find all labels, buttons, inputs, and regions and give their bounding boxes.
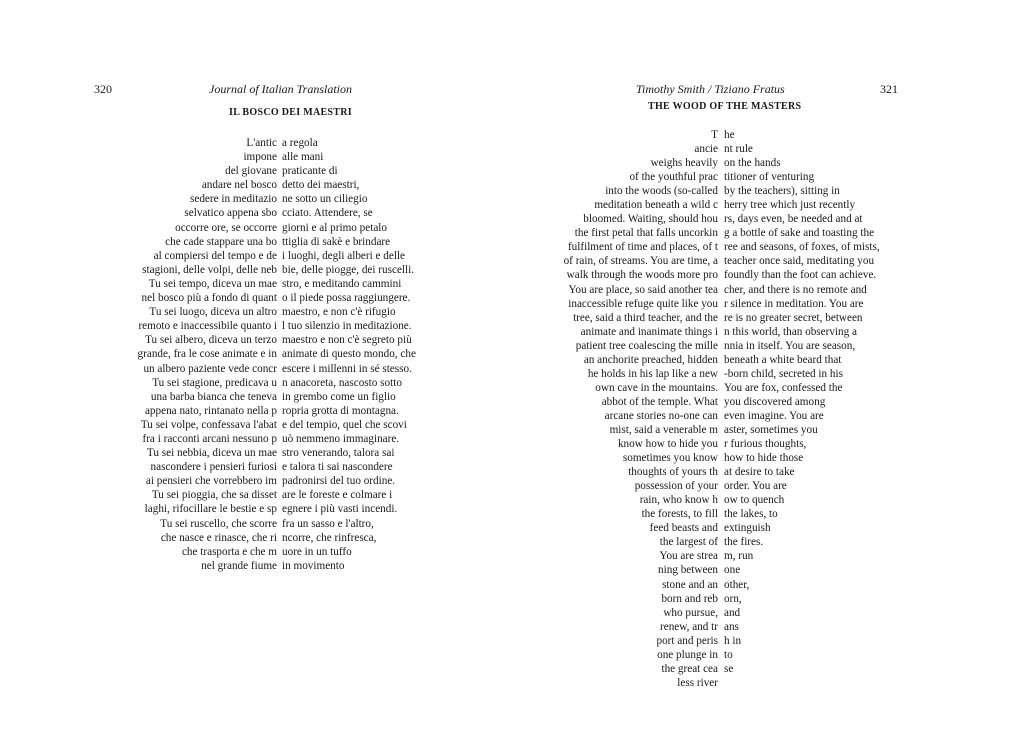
poem-line-right-part: cher, and there is no remote and: [724, 283, 867, 296]
poem-line-right-part: are le foreste e colmare i: [282, 489, 393, 502]
poem-line: [512, 437, 1024, 451]
poem-line: [0, 263, 512, 277]
poem-line: [512, 170, 1024, 184]
poem-line: [0, 319, 512, 333]
poem-line-left-part: feed beasts and: [649, 522, 718, 535]
poem-line-right-part: o il piede possa raggiungere.: [282, 292, 411, 305]
running-head: Timothy Smith / Tiziano Fratus: [636, 82, 785, 96]
poem-line-left-part: al compiersi del tempo e de: [153, 249, 277, 262]
poem-line-right-part: ans: [724, 620, 739, 633]
poem-line: [512, 465, 1024, 479]
poem-line: [512, 339, 1024, 353]
poem-line-left-part: he holds in his lap like a new: [587, 367, 718, 380]
poem-line: [0, 277, 512, 291]
poem-line: [0, 531, 512, 545]
poem-line: [512, 283, 1024, 297]
poem-line: [0, 150, 512, 164]
poem-line-right-part: other,: [724, 578, 750, 591]
poem-line-right-part: ncorre, che rinfresca,: [282, 531, 377, 544]
poem-line-left-part: sometimes you know: [622, 452, 718, 465]
poem-line-left-part: thoughts of yours th: [628, 466, 718, 479]
poem-body: [512, 128, 1024, 690]
poem-line: [512, 212, 1024, 226]
poem-line: [512, 311, 1024, 325]
poem-line-right-part: uore in un tuffo: [282, 545, 352, 558]
poem-line-right-part: e talora ti sai nascondere: [282, 461, 393, 474]
poem-line-left-part: un albero paziente vede concr: [143, 362, 277, 375]
poem-line-left-part: Tu sei volpe, confessava l'abat: [140, 418, 277, 431]
poem-line-right-part: uò nemmeno immaginare.: [282, 432, 400, 445]
poem-line-left-part: of rain, of streams. You are time, a: [563, 255, 718, 268]
poem-line: [512, 479, 1024, 493]
poem-line-left-part: who pursue,: [663, 606, 718, 619]
poem-line-right-part: to: [724, 648, 733, 661]
poem-line-right-part: ne sotto un ciliegio: [282, 193, 368, 206]
poem-line-right-part: praticante di: [282, 165, 338, 178]
poem-line-right-part: even imagine. You are: [724, 409, 824, 422]
poem-line: [512, 521, 1024, 535]
poem-line-right-part: n anacoreta, nascosto sotto: [282, 376, 402, 389]
poem-line: [0, 206, 512, 220]
poem-line-right-part: alle mani: [282, 151, 324, 164]
poem-line-left-part: fra i racconti arcani nessuno p: [142, 432, 277, 445]
poem-line-left-part: arcane stories no-one can: [604, 409, 718, 422]
poem-line: [512, 648, 1024, 662]
poem-line: [512, 254, 1024, 268]
poem-line-left-part: sedere in meditazio: [190, 193, 277, 206]
poem-line-left-part: possession of your: [634, 480, 718, 493]
poem-line-left-part: port and peris: [656, 634, 718, 647]
poem-line-left-part: ancie: [694, 143, 718, 156]
poem-line-right-part: one: [724, 564, 741, 577]
poem-line-right-part: ropria grotta di montagna.: [282, 404, 399, 417]
poem-line-right-part: m, run: [724, 550, 754, 563]
poem-line-left-part: the first petal that falls uncorkin: [574, 227, 718, 240]
page-number: 320: [94, 82, 112, 96]
poem-line-right-part: teacher once said, meditating you: [724, 255, 875, 268]
poem-line-right-part: maestro, e non c'è rifugio: [282, 306, 396, 319]
poem-line: [512, 578, 1024, 592]
poem-line: [512, 395, 1024, 409]
poem-line-right-part: egnere i più vasti incendi.: [282, 503, 398, 516]
poem-line-right-part: cciato. Attendere, se: [282, 207, 373, 220]
poem-line-right-part: -born child, secreted in his: [724, 367, 843, 380]
poem-line-right-part: h in: [724, 634, 742, 647]
poem-line-right-part: r silence in meditation. You are: [724, 297, 864, 310]
poem-line-left-part: own cave in the mountains.: [595, 381, 718, 394]
poem-line-left-part: che cade stappare una bo: [165, 235, 277, 248]
poem-line-right-part: stro venerando, talora sai: [282, 447, 395, 460]
poem-line-left-part: Tu sei ruscello, che scorre: [160, 517, 277, 530]
poem-line: [512, 381, 1024, 395]
poem-line-right-part: aster, sometimes you: [724, 423, 818, 436]
poem-line-left-part: walk through the woods more pro: [566, 269, 718, 282]
poem-line: [0, 502, 512, 516]
poem-line-right-part: the lakes, to: [724, 508, 778, 521]
poem-line-left-part: rain, who know h: [639, 494, 718, 507]
poem-line-right-part: order. You are: [724, 480, 787, 493]
poem-line: [0, 545, 512, 559]
poem-line-left-part: an anchorite preached, hidden: [583, 353, 718, 366]
poem-line-left-part: You are place, so said another tea: [568, 283, 718, 296]
poem-line: [512, 353, 1024, 367]
poem-line: [0, 460, 512, 474]
poem-line: [512, 325, 1024, 339]
poem-line-right-part: detto dei maestri,: [282, 179, 360, 192]
poem-line: [0, 235, 512, 249]
poem-title: THE WOOD OF THE MASTERS: [648, 101, 802, 112]
poem-line: [512, 606, 1024, 620]
poem-line-right-part: ttiglia di sakè e brindare: [282, 235, 391, 248]
poem-line-left-part: Tu sei luogo, diceva un altro: [149, 306, 277, 319]
poem-line: [0, 249, 512, 263]
poem-line-left-part: renew, and tr: [660, 620, 718, 633]
poem-line-left-part: una barba bianca che teneva: [150, 390, 277, 403]
poem-line-right-part: beneath a white beard that: [724, 353, 842, 366]
poem-line-right-part: g a bottle of sake and toasting the: [724, 227, 875, 240]
poem-line-left-part: animate and inanimate things i: [580, 325, 718, 338]
poem-line: [0, 362, 512, 376]
poem-line-left-part: ning between: [658, 564, 718, 577]
poem-line-left-part: inaccessible refuge quite like you: [568, 297, 718, 310]
poem-line: [512, 409, 1024, 423]
poem-line-left-part: tree, said a third teacher, and the: [573, 311, 718, 324]
poem-line: [0, 559, 512, 573]
poem-title: IL BOSCO DEI MAESTRI: [229, 107, 352, 118]
poem-line-left-part: You are strea: [659, 550, 718, 563]
poem-line: [512, 592, 1024, 606]
poem-line-left-part: L'antic: [246, 137, 277, 149]
poem-line-right-part: on the hands: [724, 157, 781, 170]
poem-line: [512, 563, 1024, 577]
poem-line: [0, 164, 512, 178]
poem-line: [512, 507, 1024, 521]
poem-line-left-part: meditation beneath a wild c: [594, 199, 718, 212]
poem-line-right-part: at desire to take: [724, 466, 795, 479]
poem-line-left-part: ai pensieri che vorrebbero im: [145, 475, 277, 488]
poem-line: [512, 240, 1024, 254]
poem-line-left-part: T: [711, 129, 718, 141]
poem-line-right-part: i luoghi, degli alberi e delle: [282, 249, 406, 262]
poem-line-right-part: rs, days even, be needed and at: [724, 213, 863, 226]
poem-line-left-part: che nasce e rinasce, che ri: [160, 531, 277, 544]
poem-line: [512, 297, 1024, 311]
poem-line: [512, 662, 1024, 676]
poem-line-right-part: fra un sasso e l'altro,: [282, 517, 374, 530]
poem-line-right-part: foundly than the foot can achieve.: [724, 269, 877, 282]
poem-line: [512, 620, 1024, 634]
poem-line-left-part: Tu sei tempo, diceva un mae: [148, 277, 277, 290]
poem-line-left-part: know how to hide you: [617, 438, 718, 451]
poem-line-left-part: occorre ore, se occorre: [175, 221, 277, 234]
poem-line-right-part: animate di questo mondo, che: [282, 348, 416, 361]
poem-line-left-part: into the woods (so-called: [605, 185, 718, 198]
right-page: [512, 0, 1024, 753]
poem-line-left-part: patient tree coalescing the mille: [575, 339, 718, 352]
running-head: Journal of Italian Translation: [209, 82, 353, 96]
poem-line-left-part: one plunge in: [657, 648, 718, 661]
poem-line-right-part: in grembo come un figlio: [282, 390, 396, 403]
poem-line-left-part: grande, fra le cose animate e in: [137, 348, 277, 361]
poem-line: [0, 333, 512, 347]
poem-line-left-part: Tu sei albero, diceva un terzo: [145, 334, 277, 347]
poem-line: [0, 517, 512, 531]
poem-line: [0, 305, 512, 319]
poem-line-right-part: l tuo silenzio in meditazione.: [282, 320, 412, 333]
poem-line: [0, 474, 512, 488]
poem-line: [512, 184, 1024, 198]
poem-line-left-part: selvatico appena sbo: [184, 207, 277, 220]
poem-line-right-part: nt rule: [724, 143, 753, 156]
poem-line: [512, 549, 1024, 563]
poem-line-right-part: re is no greater secret, between: [724, 311, 863, 324]
poem-line-right-part: he: [724, 129, 735, 141]
poem-line: [0, 192, 512, 206]
poem-line: [0, 404, 512, 418]
poem-line-left-part: bloomed. Waiting, should hou: [583, 213, 718, 226]
poem-line: [0, 418, 512, 432]
poem-line: [512, 268, 1024, 282]
poem-line-left-part: mist, said a venerable m: [609, 423, 718, 436]
poem-line-left-part: appena nato, rintanato nella p: [144, 404, 277, 417]
poem-line: [512, 535, 1024, 549]
poem-line-left-part: the forests, to fill: [641, 508, 718, 521]
poem-line: [0, 136, 512, 150]
poem-line-right-part: in movimento: [282, 559, 345, 572]
poem-line-left-part: abbot of the temple. What: [601, 395, 718, 408]
poem-line-left-part: fulfilment of time and places, of t: [567, 241, 718, 254]
poem-line: [512, 634, 1024, 648]
poem-line: [512, 128, 1024, 142]
poem-line: [0, 347, 512, 361]
poem-line-left-part: remoto e inaccessibile quanto i: [138, 320, 277, 333]
poem-line-left-part: weighs heavily: [650, 157, 718, 170]
poem-line-right-part: by the teachers), sitting in: [724, 185, 840, 198]
poem-line-left-part: less river: [677, 676, 718, 689]
poem-line-right-part: the fires.: [724, 536, 764, 549]
poem-line-left-part: born and reb: [661, 592, 718, 605]
poem-line-right-part: padronirsi del tuo ordine.: [282, 475, 396, 488]
poem-line: [0, 446, 512, 460]
poem-line-left-part: andare nel bosco: [201, 179, 277, 192]
poem-line-right-part: herry tree which just recently: [724, 199, 856, 212]
poem-line-left-part: Tu sei stagione, predicava u: [152, 376, 277, 389]
poem-line-left-part: nel grande fiume: [201, 559, 277, 572]
poem-line: [512, 367, 1024, 381]
poem-line-right-part: r furious thoughts,: [724, 438, 807, 451]
poem-line-right-part: se: [724, 662, 734, 675]
poem-line-left-part: del giovane: [225, 165, 277, 178]
poem-line: [0, 376, 512, 390]
poem-line-right-part: maestro e non c'è segreto più: [282, 334, 412, 347]
poem-line-left-part: stone and an: [662, 578, 718, 591]
poem-line-right-part: ow to quench: [724, 494, 785, 507]
poem-line-left-part: impone: [243, 151, 277, 164]
poem-line-left-part: laghi, rifocillare le bestie e sp: [144, 503, 277, 516]
poem-line: [0, 291, 512, 305]
poem-body: [0, 136, 512, 573]
page-number: 321: [880, 82, 898, 96]
poem-line-right-part: a regola: [282, 137, 318, 149]
poem-line-right-part: how to hide those: [724, 452, 804, 465]
poem-line-right-part: giorni e al primo petalo: [282, 221, 388, 234]
poem-line: [0, 221, 512, 235]
poem-line: [0, 390, 512, 404]
poem-line: [512, 451, 1024, 465]
poem-line-right-part: extinguish: [724, 522, 771, 535]
poem-line: [512, 156, 1024, 170]
poem-line-right-part: stro, e meditando cammini: [282, 277, 402, 290]
poem-line-right-part: you discovered among: [724, 395, 826, 408]
poem-line: [512, 142, 1024, 156]
poem-line: [0, 432, 512, 446]
poem-line-left-part: of the youthful prac: [629, 171, 718, 184]
poem-line-right-part: nnia in itself. You are season,: [724, 339, 856, 352]
poem-line: [512, 226, 1024, 240]
poem-line: [0, 488, 512, 502]
poem-line-right-part: orn,: [724, 592, 742, 605]
poem-line-right-part: titioner of venturing: [724, 171, 815, 184]
poem-line-left-part: Tu sei nebbia, diceva un mae: [146, 447, 277, 460]
poem-line-left-part: stagioni, delle volpi, delle neb: [142, 263, 277, 276]
poem-line: [512, 676, 1024, 690]
poem-line-right-part: n this world, than observing a: [724, 325, 857, 338]
poem-line-left-part: the great cea: [661, 662, 718, 675]
poem-line-right-part: and: [724, 606, 741, 619]
poem-line-right-part: e del tempio, quel che scovi: [282, 418, 407, 431]
poem-line-left-part: nel bosco più a fondo di quant: [141, 292, 277, 305]
poem-line-left-part: che trasporta e che m: [181, 545, 277, 558]
poem-line-left-part: nascondere i pensieri furiosi: [150, 461, 277, 474]
poem-line: [0, 178, 512, 192]
poem-line: [512, 423, 1024, 437]
poem-line-right-part: escere i millenni in sé stesso.: [282, 362, 412, 375]
poem-line-right-part: bie, delle piogge, dei ruscelli.: [282, 263, 415, 276]
poem-line-left-part: Tu sei pioggia, che sa disset: [151, 489, 277, 502]
poem-line: [512, 198, 1024, 212]
poem-line-right-part: You are fox, confessed the: [724, 381, 843, 394]
poem-line-right-part: ree and seasons, of foxes, of mists,: [724, 241, 880, 254]
poem-line: [512, 493, 1024, 507]
poem-line-left-part: the largest of: [659, 536, 718, 549]
